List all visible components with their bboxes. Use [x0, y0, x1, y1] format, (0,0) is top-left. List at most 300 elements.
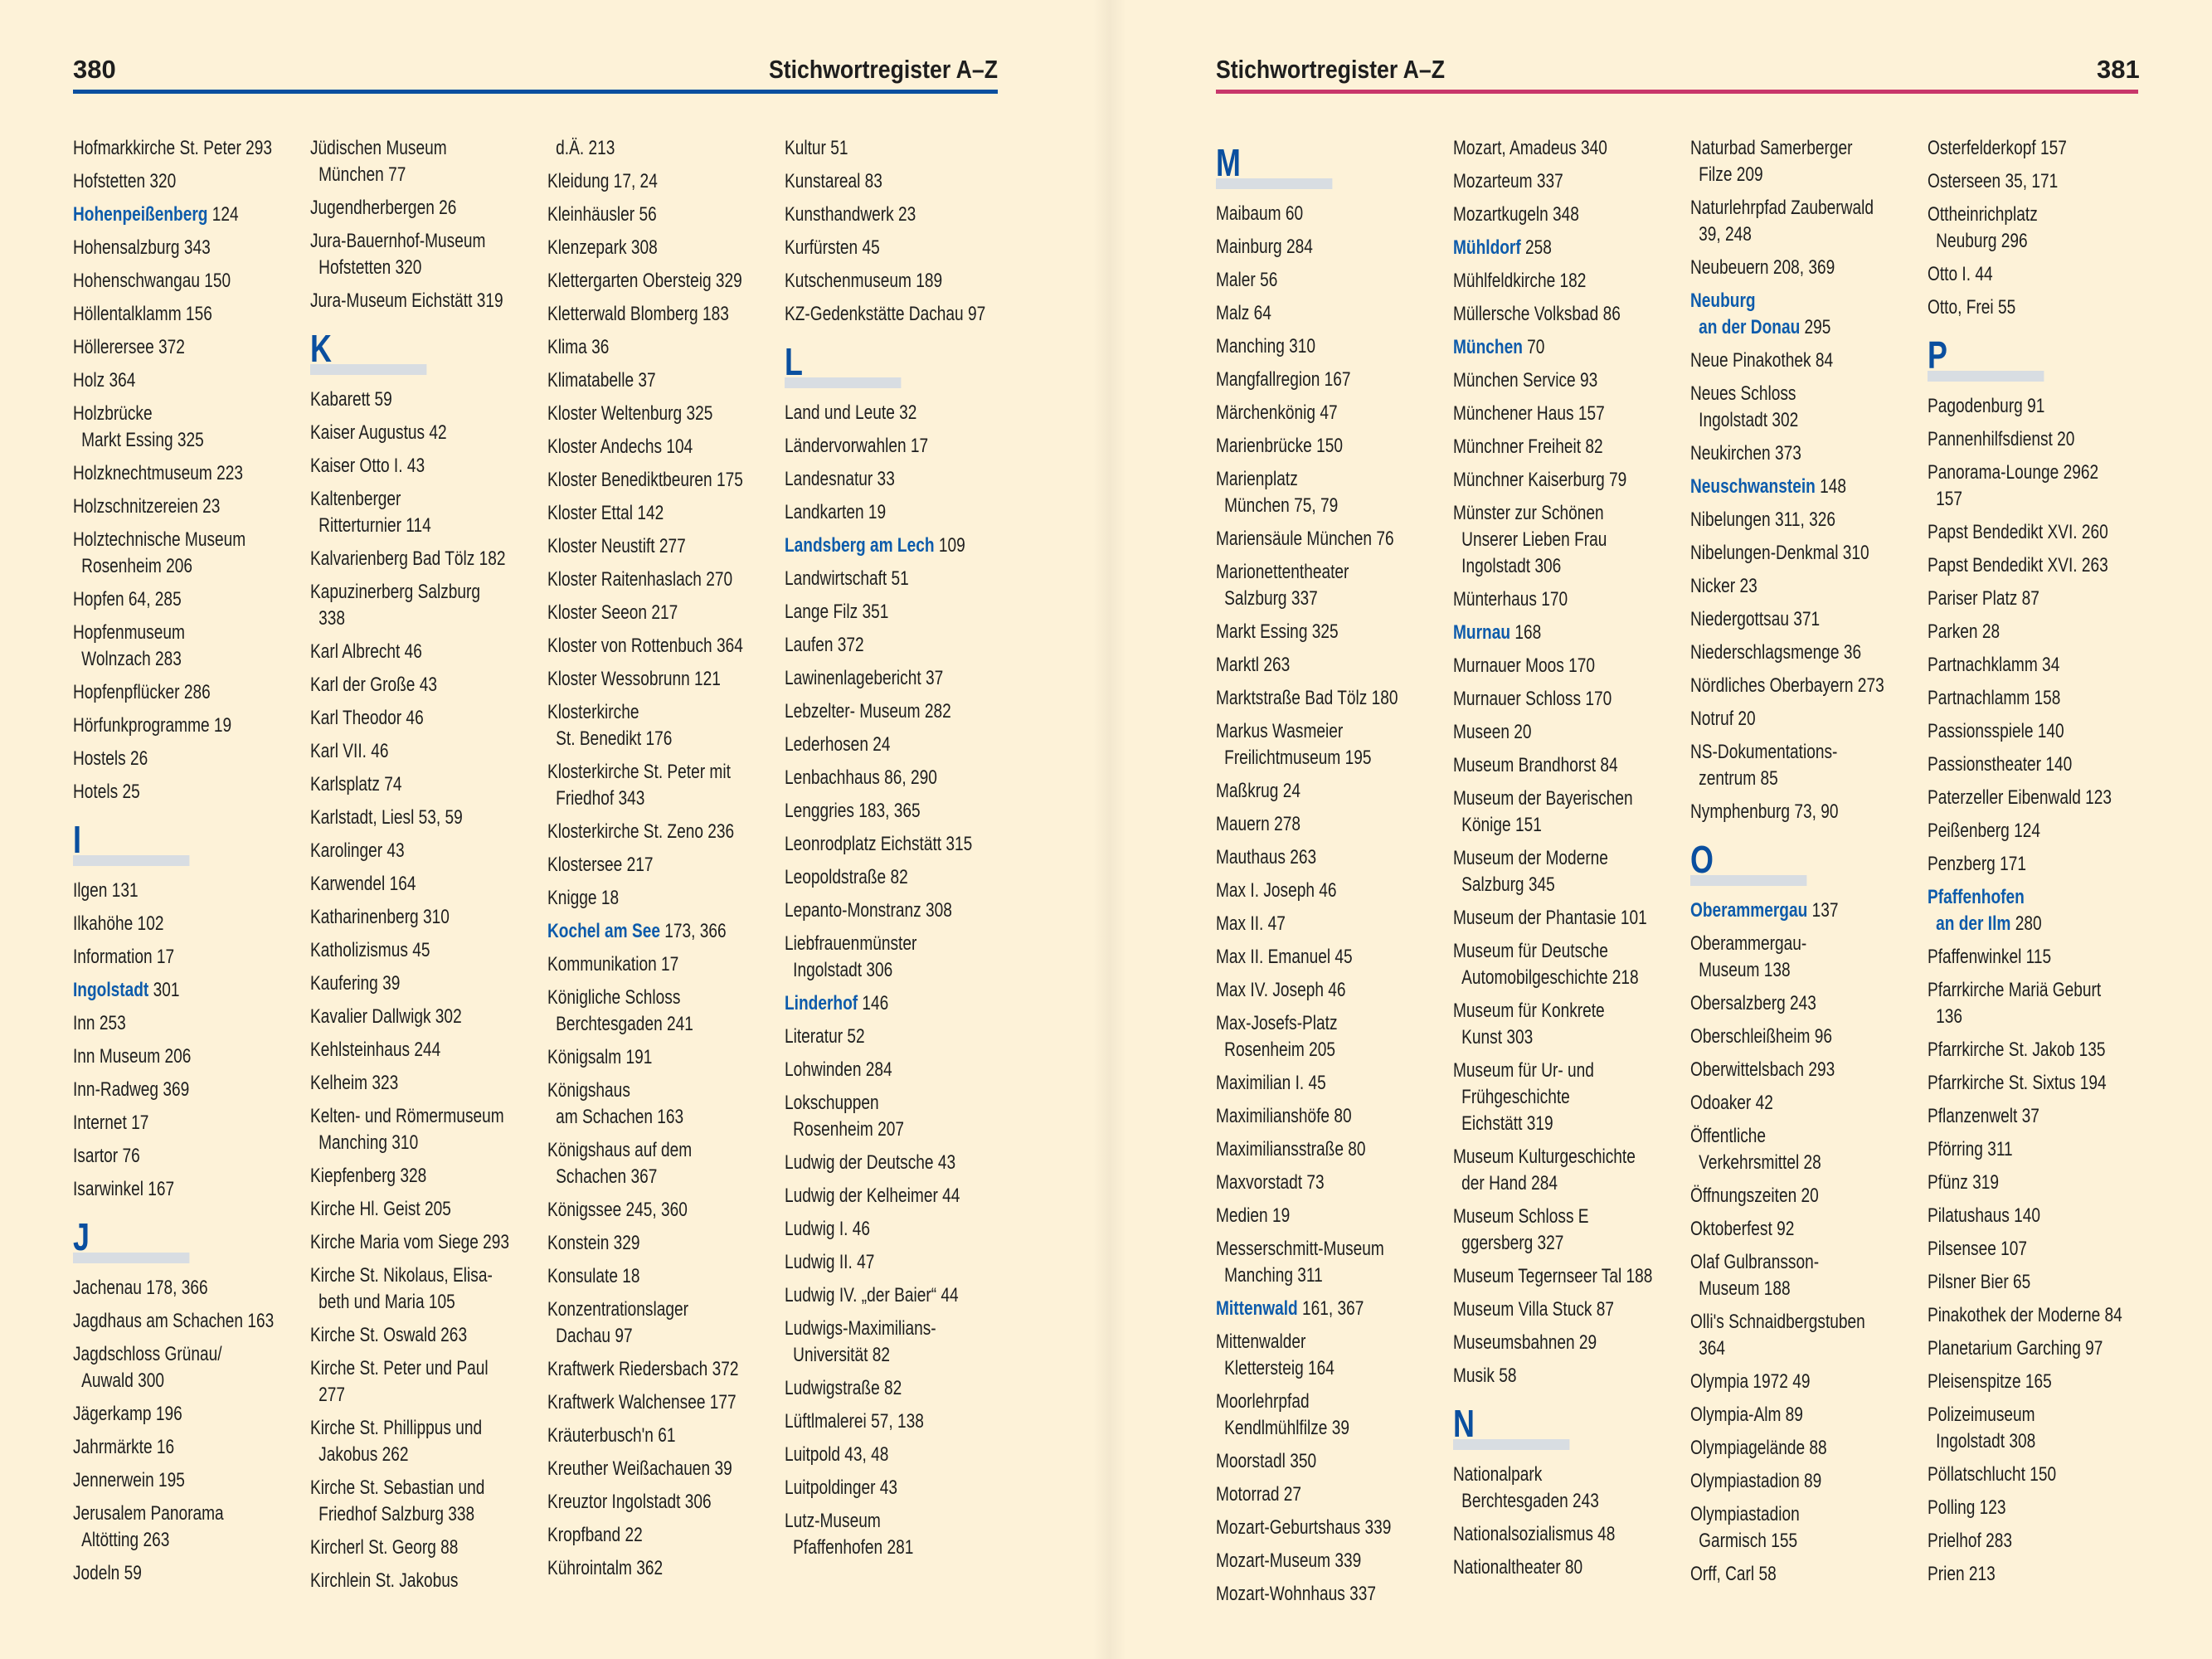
section-letter: K [310, 327, 332, 370]
index-entry: Ludwig der Deutsche 43 [785, 1151, 956, 1174]
section-letter-j [73, 1209, 306, 1268]
index-entry: Museum Brandhorst 84 [1453, 754, 1618, 776]
index-entry: Kirche St. Nikolaus, Elisa- beth und Maria 105 [310, 1264, 493, 1313]
index-entry: Marktstraße Bad Tölz 180 [1216, 687, 1398, 709]
index-entry: Obersalzberg 243 [1690, 992, 1816, 1014]
index-entry: Höllentalklamm 156 [73, 303, 212, 325]
page-refs: 295 [1800, 316, 1831, 338]
index-entry: Lokschuppen Rosenheim 207 [785, 1092, 904, 1141]
index-entry: Maler 56 [1216, 269, 1278, 291]
index-entry: Höllerersee 372 [73, 336, 185, 358]
index-entry: Notruf 20 [1690, 708, 1756, 730]
index-column-5 [1216, 135, 1449, 1614]
index-entry: Museum Tegernseer Tal 188 [1453, 1265, 1653, 1287]
index-entry: Kraftwerk Riedersbach 372 [547, 1358, 739, 1380]
index-entry: Museum für Deutsche Automobilgeschichte 218 [1453, 940, 1639, 989]
index-entry: Kutschenmuseum 189 [785, 270, 943, 292]
index-entry: Olympia 1972 49 [1690, 1370, 1811, 1393]
index-column-3 [547, 135, 780, 1588]
index-entry: Karl Albrecht 46 [310, 640, 422, 663]
index-entry-place [73, 202, 306, 228]
index-entry: Kavalier Dallwigk 302 [310, 1005, 462, 1028]
place-name: Hohenpeißenberg [73, 203, 208, 226]
index-entry: Kloster Neustift 277 [547, 535, 686, 557]
page-number-right: 381 [2097, 55, 2140, 84]
section-letter-o [1690, 832, 1923, 891]
index-entry: Klettergarten Obersteig 329 [547, 270, 742, 292]
index-entry: Kloster Andechs 104 [547, 435, 693, 458]
index-entry: Medien 19 [1216, 1204, 1291, 1227]
page-refs: 258 [1520, 236, 1552, 259]
index-entry: Kiepfenberg 328 [310, 1165, 427, 1187]
index-entry-place [1453, 620, 1686, 646]
index-entry-place [1453, 235, 1686, 261]
index-entry: Konsulate 18 [547, 1265, 640, 1287]
index-entry: Jura-Bauernhof-Museum Hofstetten 320 [310, 230, 486, 279]
index-entry: Kunsthandwerk 23 [785, 203, 916, 226]
index-entry: Münchner Freiheit 82 [1453, 435, 1603, 458]
index-entry: Passionstheater 140 [1928, 753, 2073, 776]
index-entry-place [785, 990, 1018, 1017]
index-entry: Hofmarkkirche St. Peter 293 [73, 137, 273, 159]
place-name: München [1453, 336, 1523, 358]
index-entry: Pflanzenwelt 37 [1928, 1105, 2039, 1127]
index-entry: Pöllatschlucht 150 [1928, 1463, 2057, 1486]
index-entry: Holzknechtmuseum 223 [73, 462, 244, 484]
index-entry: Laufen 372 [785, 634, 864, 656]
index-entry: Holz 364 [73, 369, 136, 392]
index-entry: Karl VII. 46 [310, 740, 389, 762]
section-letter-p [1928, 328, 2161, 387]
index-entry: Kropfband 22 [547, 1524, 643, 1546]
index-entry: Ilgen 131 [73, 879, 139, 902]
page-refs: 146 [858, 992, 889, 1014]
index-entry: Leopoldstraße 82 [785, 866, 908, 888]
index-entry: Königssee 245, 360 [547, 1199, 688, 1221]
index-entry: Neubeuern 208, 369 [1690, 256, 1835, 279]
index-entry: Ludwig II. 47 [785, 1251, 875, 1273]
index-entry: Jerusalem Panorama Altötting 263 [73, 1502, 224, 1551]
index-entry-place [1690, 474, 1923, 500]
section-letter: N [1453, 1402, 1475, 1445]
page-refs: 280 [2010, 912, 2042, 935]
section-letter: J [73, 1215, 90, 1258]
section-letter-i [73, 812, 306, 871]
index-entry: Pfaffenwinkel 115 [1928, 946, 2052, 968]
index-entry: Maximilianshöfe 80 [1216, 1105, 1352, 1127]
page-refs: 109 [934, 534, 965, 557]
index-entry: Olympiagelände 88 [1690, 1437, 1827, 1459]
index-entry: Konzentrationslager Dachau 97 [547, 1298, 688, 1347]
index-entry: Kelheim 323 [310, 1072, 399, 1094]
index-entry: Penzberg 171 [1928, 853, 2027, 875]
index-entry: Mauern 278 [1216, 813, 1300, 835]
index-entry: Polizeimuseum Ingolstadt 308 [1928, 1404, 2036, 1452]
index-entry: Holztechnische Museum Rosenheim 206 [73, 528, 246, 577]
index-entry: Nymphenburg 73, 90 [1690, 800, 1839, 823]
index-entry: Hopfenpflücker 286 [73, 681, 211, 703]
index-entry: Markt Essing 325 [1216, 620, 1339, 643]
index-entry: Hohensalzburg 343 [73, 236, 211, 259]
section-letter-k [310, 321, 543, 380]
index-entry: Pinakothek der Moderne 84 [1928, 1304, 2122, 1326]
index-entry: Max II. Emanuel 45 [1216, 946, 1353, 968]
index-entry: Inn Museum 206 [73, 1045, 192, 1068]
index-entry: Kaltenberger Ritterturnier 114 [310, 488, 431, 537]
page-refs: 124 [207, 203, 239, 226]
index-entry: Ottheinrichplatz Neuburg 296 [1928, 203, 2038, 252]
index-entry: Pfünz 319 [1928, 1171, 2000, 1194]
place-name: Kochel am See [547, 920, 660, 942]
index-entry: Max IV. Joseph 46 [1216, 979, 1346, 1001]
place-name: Mühldorf [1453, 236, 1521, 259]
index-entry: Peißenberg 124 [1928, 820, 2041, 842]
index-entry: Landwirtschaft 51 [785, 567, 909, 590]
index-entry: Kaufering 39 [310, 972, 401, 995]
index-entry: Hotels 25 [73, 781, 140, 803]
header-rule-right [1216, 90, 2138, 94]
header-rule-left [73, 90, 998, 94]
section-letter: I [73, 818, 81, 861]
index-entry: Kirche St. Phillippus und Jakobus 262 [310, 1417, 483, 1466]
page-refs: 168 [1510, 621, 1542, 644]
index-entry: Neue Pinakothek 84 [1690, 349, 1834, 372]
index-entry: Olli's Schnaidbergstuben 364 [1690, 1311, 1865, 1360]
index-entry: Märchenkönig 47 [1216, 401, 1338, 424]
index-entry: Luitpoldinger 43 [785, 1477, 898, 1499]
index-entry: Kabarett 59 [310, 388, 392, 411]
index-entry: Maximilian I. 45 [1216, 1072, 1326, 1094]
index-entry: Pförring 311 [1928, 1138, 2013, 1160]
index-entry: Klosterkirche St. Peter mit Friedhof 343 [547, 761, 731, 810]
index-entry: Parken 28 [1928, 620, 2001, 643]
index-entry: Isartor 76 [73, 1145, 140, 1167]
index-entry: Motorrad 27 [1216, 1483, 1302, 1506]
index-entry: Moorlehrpfad Kendlmühlfilze 39 [1216, 1390, 1349, 1439]
index-column-2 [310, 135, 543, 1601]
page-refs: 173, 366 [659, 920, 727, 942]
index-entry: Kirche Hl. Geist 205 [310, 1198, 451, 1220]
index-entry: Münchener Haus 157 [1453, 402, 1605, 425]
index-entry: Mauthaus 263 [1216, 846, 1317, 868]
index-entry: Lüftlmalerei 57, 138 [785, 1410, 924, 1433]
index-entry: Münster zur Schönen Unserer Lieben Frau Ingolstadt 306 [1453, 502, 1607, 577]
index-entry: Paterzeller Eibenwald 123 [1928, 786, 2112, 809]
index-entry: Partnachlamm 158 [1928, 687, 2061, 709]
index-entry: Olympiastadion Garmisch 155 [1690, 1503, 1800, 1552]
place-name: Neuburg an der Donau [1690, 289, 1801, 338]
section-letter-bar [73, 1253, 189, 1263]
index-entry: Museum für Konkrete Kunst 303 [1453, 1000, 1605, 1048]
index-entry: Klimatabelle 37 [547, 369, 656, 392]
index-entry: Panorama-Lounge 2962 157 [1928, 461, 2099, 510]
index-entry: Odoaker 42 [1690, 1092, 1773, 1114]
index-entry: Münterhaus 170 [1453, 588, 1568, 611]
index-entry: Mozart-Wohnhaus 337 [1216, 1583, 1376, 1605]
index-entry: Ludwig der Kelheimer 44 [785, 1185, 960, 1207]
index-entry: Nationalpark Berchtesgaden 243 [1453, 1463, 1599, 1512]
index-entry: Kleinhäusler 56 [547, 203, 657, 226]
index-entry: Ludwig IV. „der Baier“ 44 [785, 1284, 959, 1306]
index-entry: Kloster Ettal 142 [547, 502, 664, 524]
index-entry: Karlstadt, Liesl 53, 59 [310, 806, 463, 829]
section-letter-n [1453, 1396, 1686, 1455]
index-entry: Neues Schloss Ingolstadt 302 [1690, 382, 1799, 431]
index-entry: Papst Bendedikt XVI. 263 [1928, 554, 2108, 577]
index-entry: Mühlfeldkirche 182 [1453, 270, 1587, 292]
index-entry: Museum der Phantasie 101 [1453, 907, 1647, 929]
index-entry: Konstein 329 [547, 1232, 640, 1254]
index-entry-place [547, 918, 780, 945]
index-entry: Max II. 47 [1216, 912, 1286, 935]
index-entry: Jagdhaus am Schachen 163 [73, 1310, 275, 1332]
page-refs: 301 [148, 979, 180, 1001]
index-entry: Mozart-Geburtshaus 339 [1216, 1516, 1392, 1539]
index-entry: Lenggries 183, 365 [785, 800, 921, 822]
index-column-6 [1453, 135, 1686, 1588]
index-entry: Kirche St. Oswald 263 [310, 1324, 468, 1346]
index-entry: Klosterkirche St. Zeno 236 [547, 820, 735, 843]
index-entry: Inn-Radweg 369 [73, 1078, 190, 1101]
section-letter-l [785, 334, 1018, 393]
index-column-8 [1928, 135, 2161, 1594]
index-entry: Kirche St. Sebastian und Friedhof Salzburg 338 [310, 1477, 485, 1525]
index-entry: Osterfelderkopf 157 [1928, 137, 2067, 159]
index-entry: Kapuzinerberg Salzburg 338 [310, 581, 481, 630]
index-entry: Museum für Ur- und Frühgeschichte Eichstätt 319 [1453, 1059, 1594, 1135]
index-entry: Karolinger 43 [310, 839, 405, 862]
index-entry: Pannenhilfsdienst 20 [1928, 428, 2075, 450]
index-entry: Maximiliansstraße 80 [1216, 1138, 1366, 1160]
index-entry: Kührointalm 362 [547, 1557, 664, 1579]
index-entry: Kletterwald Blomberg 183 [547, 303, 729, 325]
index-entry: Königshaus am Schachen 163 [547, 1079, 684, 1128]
index-entry: Jennerwein 195 [73, 1469, 185, 1491]
index-entry: Kommunikation 17 [547, 953, 679, 975]
index-entry: Maßkrug 24 [1216, 780, 1300, 802]
index-entry: Museen 20 [1453, 721, 1532, 743]
index-entry: Kircherl St. Georg 88 [310, 1536, 459, 1559]
index-entry: Hofstetten 320 [73, 170, 177, 192]
index-entry: Jachenau 178, 366 [73, 1277, 208, 1299]
index-entry: München Service 93 [1453, 369, 1598, 392]
index-entry: Klosterkirche St. Benedikt 176 [547, 701, 673, 750]
index-entry: Königliche Schloss Berchtesgaden 241 [547, 986, 693, 1035]
index-entry: Oktoberfest 92 [1690, 1218, 1795, 1240]
index-entry: Prien 213 [1928, 1563, 1996, 1585]
section-letter-bar [73, 855, 189, 866]
index-entry: Nicker 23 [1690, 575, 1757, 597]
index-entry: NS-Dokumentations- zentrum 85 [1690, 741, 1838, 790]
index-entry: Hörfunkprogramme 19 [73, 714, 232, 737]
index-entry: Pilsensee 107 [1928, 1238, 2028, 1260]
index-entry: Klenzepark 308 [547, 236, 658, 259]
page-refs: 70 [1522, 336, 1545, 358]
index-entry: Lenbachhaus 86, 290 [785, 766, 937, 789]
index-entry: Markus Wasmeier Freilichtmuseum 195 [1216, 720, 1372, 769]
index-entry: Mittenwalder Klettersteig 164 [1216, 1331, 1334, 1379]
index-entry: Mozartkugeln 348 [1453, 203, 1579, 226]
index-entry: Messerschmitt-Museum Manching 311 [1216, 1238, 1384, 1287]
index-entry: Oberwittelsbach 293 [1690, 1058, 1835, 1081]
index-entry: Karwendel 164 [310, 873, 416, 895]
index-entry: Jüdischen Museum München 77 [310, 137, 447, 186]
index-entry: Olympiastadion 89 [1690, 1470, 1822, 1492]
index-entry: Pfarrkirche St. Sixtus 194 [1928, 1072, 2107, 1094]
section-letter: M [1216, 141, 1241, 184]
book-gutter [1093, 0, 1126, 1659]
index-entry-place [1216, 1296, 1449, 1322]
index-entry: Oberammergau- Museum 138 [1690, 932, 1807, 981]
index-entry: Holzbrücke Markt Essing 325 [73, 402, 204, 451]
index-entry: Pfarrkirche Mariä Geburt 136 [1928, 979, 2102, 1028]
index-entry: Lohwinden 284 [785, 1058, 892, 1081]
index-entry: Malz 64 [1216, 302, 1271, 324]
index-entry: Nördliches Oberbayern 273 [1690, 674, 1884, 697]
index-entry: Nationalsozialismus 48 [1453, 1523, 1616, 1545]
index-entry: Museum Villa Stuck 87 [1453, 1298, 1615, 1321]
index-entry: Öffentliche Verkehrsmittel 28 [1690, 1125, 1821, 1174]
index-entry: Neukirchen 373 [1690, 442, 1801, 465]
index-entry: Lawinenlagebericht 37 [785, 667, 944, 689]
index-entry: Ländervorwahlen 17 [785, 435, 929, 457]
place-name: Linderhof [785, 992, 858, 1014]
index-entry: Lepanto-Monstranz 308 [785, 899, 952, 922]
page-refs: 161, 367 [1297, 1297, 1364, 1320]
index-entry: Pariser Platz 87 [1928, 587, 2039, 610]
index-entry: Otto, Frei 55 [1928, 296, 2016, 319]
index-entry: Pfarrkirche St. Jakob 135 [1928, 1039, 2106, 1061]
index-entry: Katharinenberg 310 [310, 906, 450, 928]
index-entry: Inn 253 [73, 1012, 126, 1034]
index-entry: Isarwinkel 167 [73, 1178, 175, 1200]
index-entry: Murnauer Moos 170 [1453, 654, 1596, 677]
index-entry: Partnachklamm 34 [1928, 654, 2060, 676]
running-title-right: Stichwortregister A–Z [1216, 55, 1446, 84]
index-entry: Jodeln 59 [73, 1562, 142, 1584]
index-entry: Luitpold 43, 48 [785, 1443, 889, 1466]
index-entry: Kloster Weltenburg 325 [547, 402, 713, 425]
index-entry: Ludwigs-Maximilians- Universität 82 [785, 1317, 936, 1366]
index-entry: Pleisenspitze 165 [1928, 1370, 2052, 1393]
index-entry: Maibaum 60 [1216, 202, 1304, 225]
index-entry: Jagdschloss Grünau/ Auwald 300 [73, 1343, 222, 1392]
index-entry: KZ-Gedenkstätte Dachau 97 [785, 303, 986, 325]
index-entry: Land und Leute 32 [785, 401, 917, 424]
index-entry-place [1690, 288, 1923, 341]
index-entry: Prielhof 283 [1928, 1530, 2012, 1552]
index-entry: Liebfrauenmünster Ingolstadt 306 [785, 932, 917, 981]
place-name: Ingolstadt [73, 979, 149, 1001]
section-letter-m [1216, 135, 1449, 194]
index-entry: Museum der Moderne Salzburg 345 [1453, 847, 1608, 896]
index-entry: Karl der Große 43 [310, 674, 437, 696]
index-entry: Karlsplatz 74 [310, 773, 402, 795]
index-entry: Königsalm 191 [547, 1046, 653, 1068]
index-entry: Niedergottsau 371 [1690, 608, 1821, 630]
index-entry-continuation: d.Ä. 213 [556, 137, 615, 159]
place-name: Pfaffenhofen an der Ilm [1928, 886, 2025, 935]
index-entry: Naturbad Samerberger Filze 209 [1690, 137, 1853, 186]
index-entry: Orff, Carl 58 [1690, 1563, 1777, 1585]
index-entry: Hopfenmuseum Wolnzach 283 [73, 621, 185, 670]
index-entry: Pagodenburg 91 [1928, 395, 2045, 417]
index-entry: Olympia-Alm 89 [1690, 1404, 1803, 1426]
index-entry: Polling 123 [1928, 1496, 2006, 1519]
index-entry: Katholizismus 45 [310, 939, 430, 961]
index-column-1 [73, 135, 306, 1593]
index-entry-place [73, 977, 306, 1004]
index-entry: Musik 58 [1453, 1365, 1517, 1387]
index-entry: Literatur 52 [785, 1025, 865, 1048]
index-entry: Kunstareal 83 [785, 170, 882, 192]
index-entry: Ilkahöhe 102 [73, 912, 164, 935]
index-entry: Kräuterbusch'n 61 [547, 1424, 676, 1447]
index-entry: Knigge 18 [547, 887, 620, 909]
index-entry: Pilatushaus 140 [1928, 1204, 2041, 1227]
index-entry: Naturlehrpfad Zauberwald 39, 248 [1690, 197, 1874, 246]
index-entry: Kehlsteinhaus 244 [310, 1039, 441, 1061]
index-entry: Max I. Joseph 46 [1216, 879, 1337, 902]
index-entry: Mozart, Amadeus 340 [1453, 137, 1607, 159]
index-entry: Kelten- und Römermuseum Manching 310 [310, 1105, 504, 1154]
index-entry: Kloster von Rottenbuch 364 [547, 635, 743, 657]
index-entry: Münchner Kaiserburg 79 [1453, 469, 1627, 491]
index-entry: Nibelungen-Denkmal 310 [1690, 542, 1869, 564]
section-letter: O [1690, 838, 1714, 881]
index-entry: Marionettentheater Salzburg 337 [1216, 561, 1349, 610]
index-entry: Mainburg 284 [1216, 236, 1313, 258]
index-entry: Leonrodplatz Eichstätt 315 [785, 833, 973, 855]
index-entry: Mangfallregion 167 [1216, 368, 1351, 391]
index-entry: Lutz-Museum Pfaffenhofen 281 [785, 1510, 914, 1559]
index-entry: Pilsner Bier 65 [1928, 1271, 2031, 1293]
page-refs: 137 [1807, 899, 1839, 922]
place-name: Mittenwald [1216, 1297, 1298, 1320]
index-entry: Papst Bendedikt XVI. 260 [1928, 521, 2108, 543]
index-entry: Holzschnitzereien 23 [73, 495, 221, 518]
index-entry: Kloster Benediktbeuren 175 [547, 469, 743, 491]
place-name: Oberammergau [1690, 899, 1808, 922]
index-entry: Hostels 26 [73, 747, 148, 770]
index-entry: Kreuther Weißachauen 39 [547, 1457, 732, 1480]
index-entry: Museumsbahnen 29 [1453, 1331, 1597, 1354]
index-entry: Königshaus auf dem Schachen 367 [547, 1139, 693, 1188]
index-entry: Marienbrücke 150 [1216, 435, 1343, 457]
page-refs: 148 [1815, 475, 1847, 498]
index-entry: Müllersche Volksbad 86 [1453, 303, 1621, 325]
running-title-left: Stichwortregister A–Z [768, 55, 998, 84]
index-entry: Klima 36 [547, 336, 610, 358]
index-entry: Oberschleißheim 96 [1690, 1025, 1833, 1048]
index-entry: Niederschlagsmenge 36 [1690, 641, 1862, 664]
index-entry: Kirchlein St. Jakobus [310, 1569, 459, 1592]
index-entry: Nationaltheater 80 [1453, 1556, 1583, 1579]
index-entry: Moorstadl 350 [1216, 1450, 1317, 1472]
index-entry: Otto I. 44 [1928, 263, 1993, 285]
place-name: Neuschwanstein [1690, 475, 1816, 498]
index-entry: Klostersee 217 [547, 854, 654, 876]
index-entry: Kirche St. Peter und Paul 277 [310, 1357, 489, 1406]
index-entry: Kaiser Augustus 42 [310, 421, 447, 444]
index-entry: Ludwigstraße 82 [785, 1377, 902, 1399]
index-entry: Kloster Wessobrunn 121 [547, 668, 721, 690]
section-letter: L [785, 340, 803, 383]
index-entry: Mozarteum 337 [1453, 170, 1563, 192]
index-entry-place [1453, 334, 1686, 361]
index-entry: Manching 310 [1216, 335, 1316, 358]
index-entry: Landesnatur 33 [785, 468, 895, 490]
